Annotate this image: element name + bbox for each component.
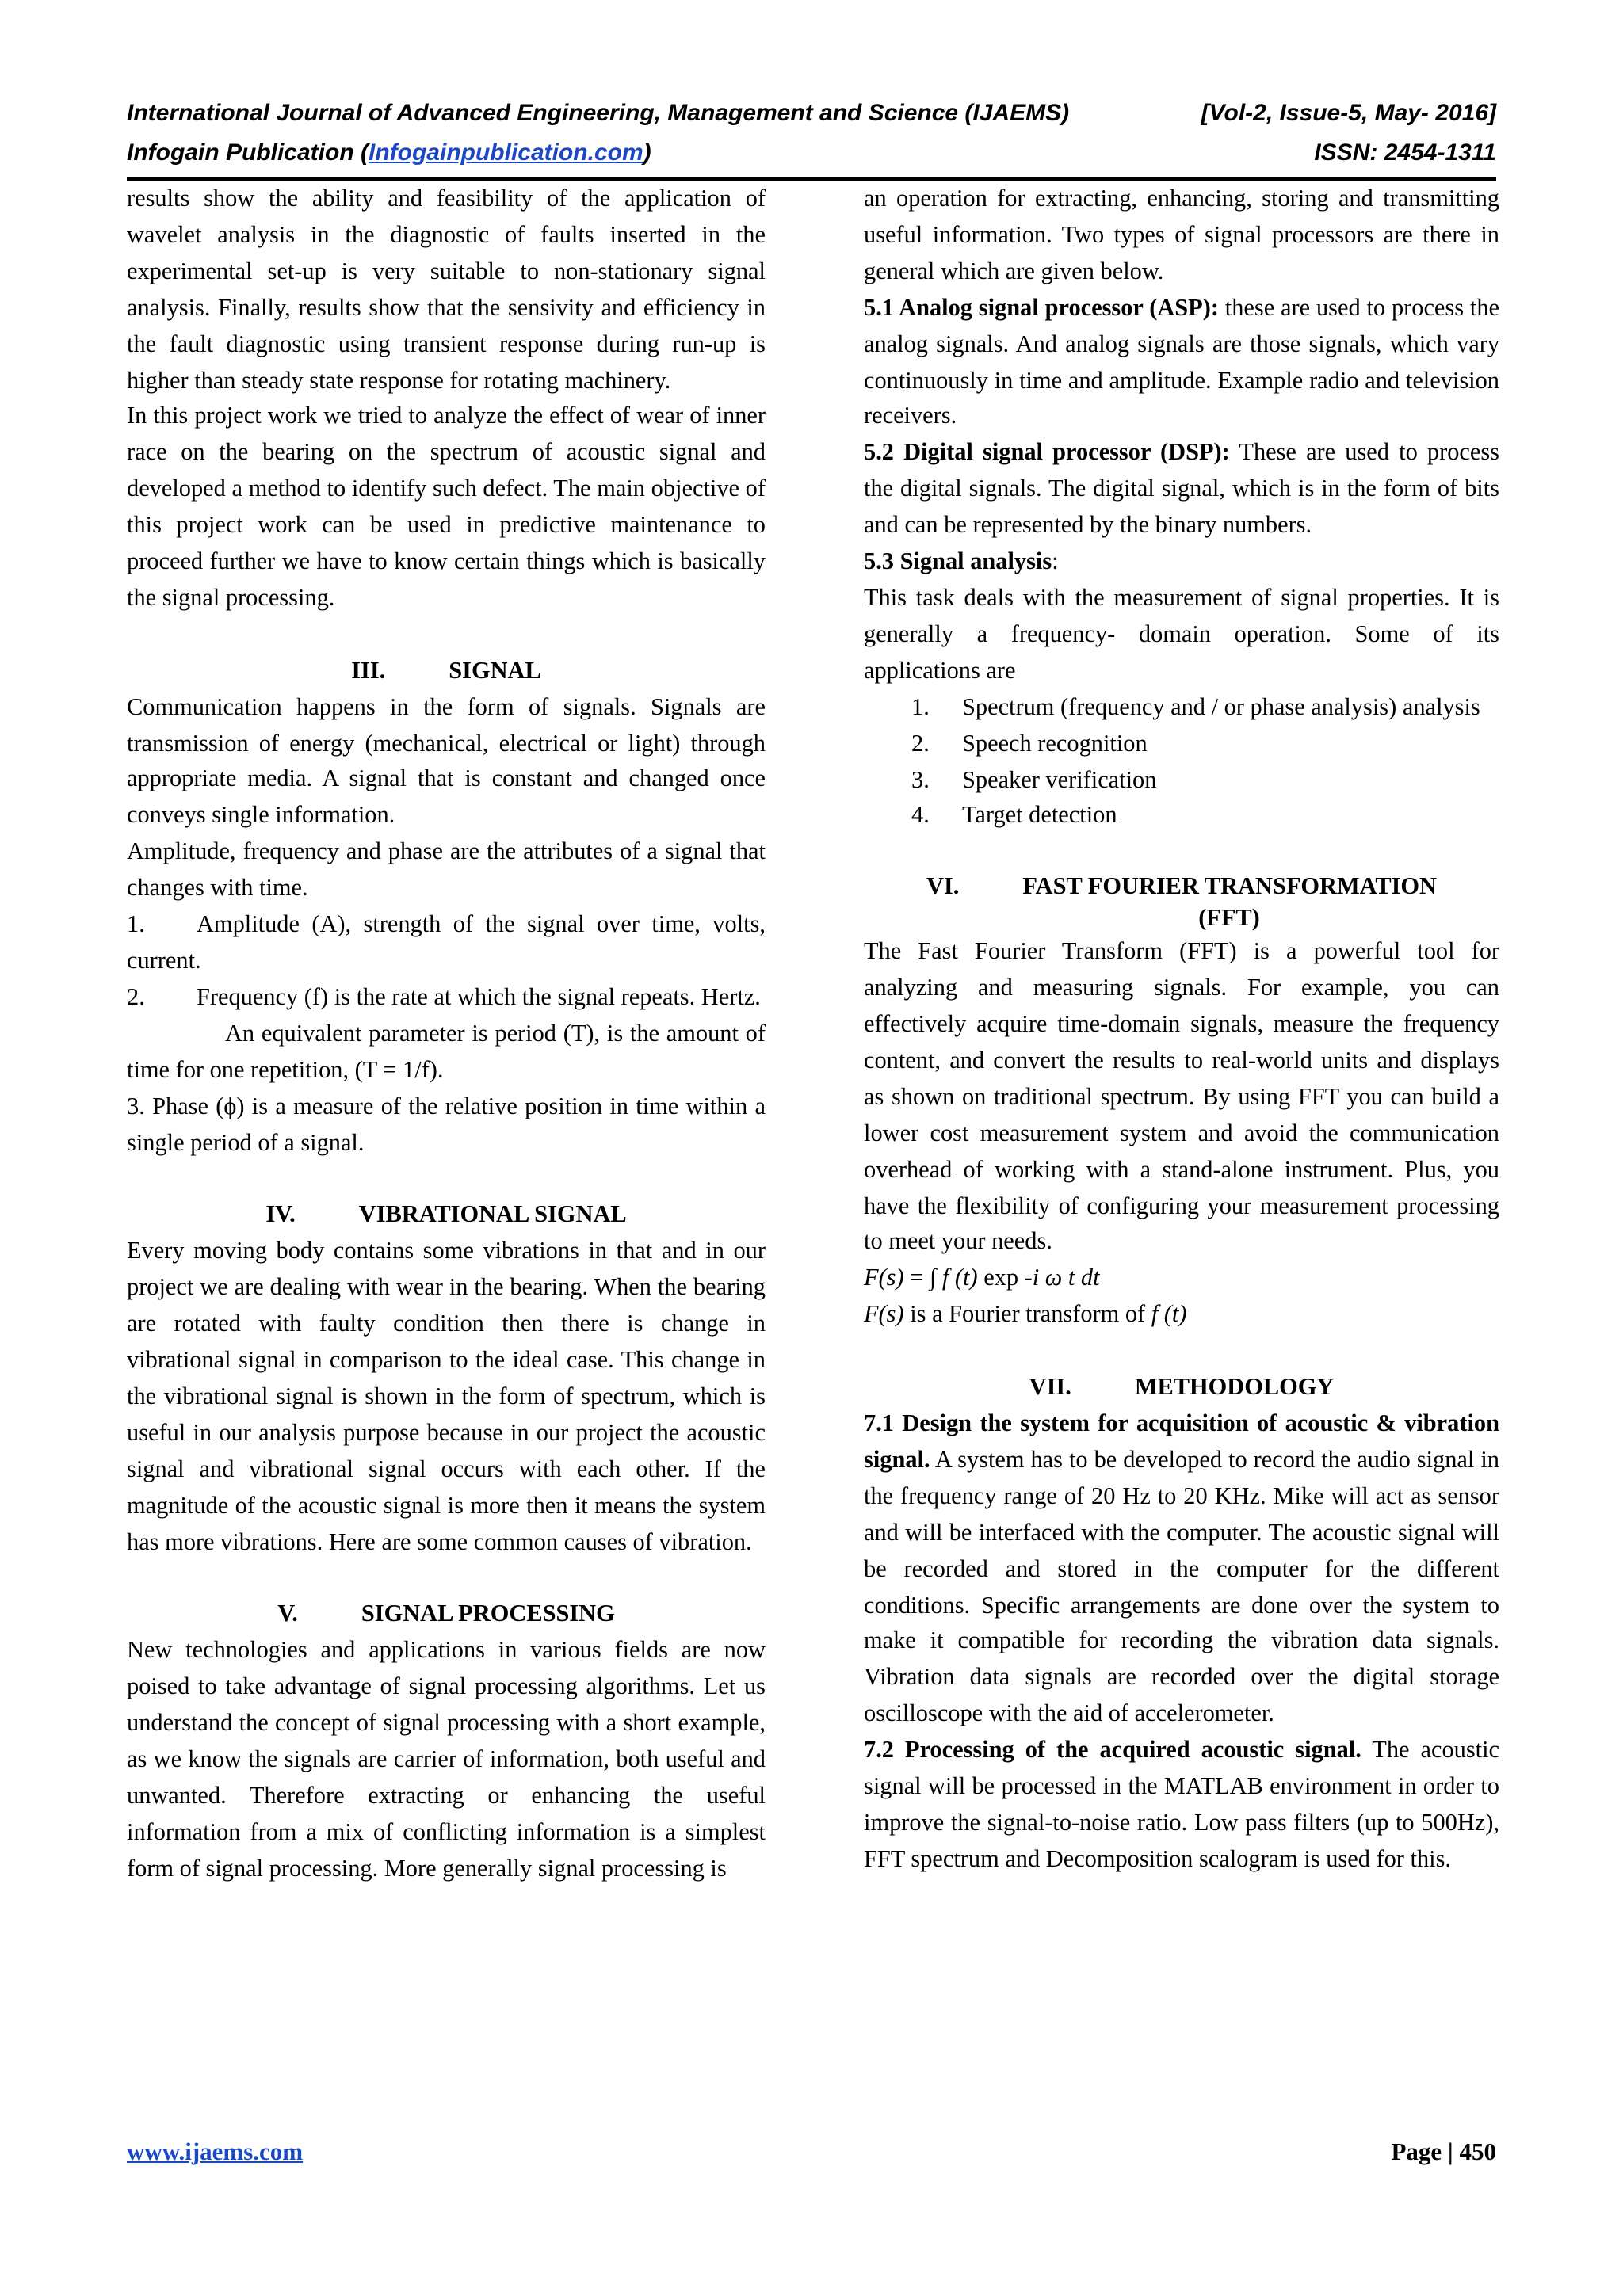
subsection-processing: 7.2 Processing of the acquired acoustic signal. The acoustic signal will be processed in the MATLAB environment in order to improve the signal-to-noise ratio. Low pass filters (up to 500Hz), FFT spectrum and Decomposition scalogram is used for this. bbox=[864, 1737, 1499, 1873]
paragraph: an operation for extracting, enhancing, storing and transmitting useful information. Two types of signal processors are there in general which are given below. bbox=[864, 185, 1499, 285]
header-rule bbox=[127, 177, 1496, 181]
page-number: Page | 450 bbox=[1391, 2139, 1496, 2166]
publisher-link[interactable]: Infogainpublication.com bbox=[369, 139, 643, 166]
list-item: 2. Frequency (f) is the rate at which the signal repeats. Hertz. bbox=[127, 983, 761, 1011]
journal-title: International Journal of Advanced Engineering, Management and Science (IJAEMS) bbox=[127, 100, 1070, 127]
publisher: Infogain Publication (Infogainpublication.com) bbox=[127, 139, 651, 166]
list-item: 1. Spectrum (frequency and / or phase analysis) analysis bbox=[911, 693, 1480, 721]
section-heading-fft: VI. FAST FOURIER TRANSFORMATION bbox=[926, 873, 1437, 901]
list-item: 1. Amplitude (A), strength of the signal over time, volts, current. bbox=[127, 911, 766, 975]
volume-issue: [Vol-2, Issue-5, May- 2016] bbox=[1201, 100, 1496, 127]
list-item: 4. Target detection bbox=[911, 802, 1117, 830]
paragraph: results show the ability and feasibility of the application of wavelet analysis in the diagnostic of faults inserted in the experimental set-up is very suitable to non-stationary signal analysis. Finally, results show that the sensivity and efficiency in the fault diagnostic using transient response during run-up is higher than steady state response for rotating machinery. bbox=[127, 185, 766, 395]
section-heading-vibrational-signal: IV. VIBRATIONAL SIGNAL bbox=[265, 1201, 627, 1229]
paragraph: Communication happens in the form of signals. Signals are transmission of energy (mechanical, electrical or light) through appropriate media. A signal that is constant and changed once conveys single information. bbox=[127, 693, 766, 830]
subsection-design-system: 7.1 Design the system for acquisition of acoustic & vibration signal. A system has to be developed to record the audio signal in the frequency range of 20 Hz to 20 KHz. Mike will act as sensor and will be interfaced with the computer. The acoustic signal will be recorded and stored in the computer for the different conditions. Specific arrangements are done over the system to make it compatible for recording the vibration data signals. Vibration data signals are recorded over the digital storage oscilloscope with the aid of accelerometer. bbox=[864, 1409, 1499, 1728]
section-heading-signal: III. SIGNAL bbox=[351, 657, 541, 685]
list-item: 2. Speech recognition bbox=[911, 730, 1148, 757]
list-item: 3. Speaker verification bbox=[911, 766, 1157, 793]
subsection-dsp: 5.2 Digital signal processor (DSP): These are used to process the digital signals. The digital signal, which is in the form of bits and can be represented by the binary numbers. bbox=[864, 439, 1500, 540]
paragraph: The Fast Fourier Transform (FFT) is a powerful tool for analyzing and measuring signals. For example, you can effectively acquire time-domain signals, measure the frequency content, and convert the results to real-world units and displays as shown on traditional spectrum. By using FFT you can build a lower cost measurement system and avoid the communication overhead of working with a stand-alone instrument. Plus, you have the flexibility of configuring your measurement processing to meet your needs. bbox=[864, 938, 1499, 1256]
subsection-asp: 5.1 Analog signal processor (ASP): these are used to process the analog signals. And analog signals are those signals, which vary continuously in time and amplitude. Example radio and television receivers. bbox=[864, 294, 1499, 430]
equation-caption: F(s) is a Fourier transform of f (t) bbox=[864, 1301, 1187, 1329]
page-footer bbox=[127, 2138, 1496, 2169]
journal-website-link[interactable]: www.ijaems.com bbox=[127, 2139, 304, 2166]
equation-fourier: F(s) = ∫ f (t) exp -i ω t dt bbox=[864, 1264, 1100, 1292]
left-column bbox=[127, 182, 766, 1888]
paragraph: In this project work we tried to analyze the effect of wear of inner race on the bearing on the spectrum of acoustic signal and developed a method to identify such defect. The main objective of this project work can be used in predictive maintenance to proceed further we have to know certain things which is basically the signal processing. bbox=[127, 402, 766, 612]
section-heading-fft-abbr: (FFT) bbox=[1198, 905, 1260, 933]
right-column bbox=[864, 182, 1499, 1879]
paragraph: Amplitude, frequency and phase are the attributes of a signal that changes with time. bbox=[127, 838, 766, 902]
section-heading-signal-processing: V. SIGNAL PROCESSING bbox=[277, 1600, 615, 1628]
paragraph: This task deals with the measurement of signal properties. It is generally a frequency- domain operation. Some of its applications are bbox=[864, 584, 1499, 685]
applications-list bbox=[864, 690, 1499, 835]
section-heading-methodology: VII. METHODOLOGY bbox=[1029, 1374, 1335, 1402]
paragraph: An equivalent parameter is period (T), is the amount of time for one repetition, (T = 1/f). bbox=[127, 1020, 766, 1084]
subsection-signal-analysis-heading: 5.3 Signal analysis: bbox=[864, 548, 1059, 576]
issn: ISSN: 2454-1311 bbox=[1314, 139, 1496, 166]
paragraph: New technologies and applications in various fields are now poised to take advantage of signal processing algorithms. Let us understand the concept of signal processing with a short example, as we know the signals are carrier of information, both useful and unwanted. Therefore extracting or enhancing the useful information from a mix of conflicting information is a simplest form of signal processing. More generally signal processing is bbox=[127, 1637, 766, 1882]
paragraph: 3. Phase (ϕ) is a measure of the relative position in time within a single period of a signal. bbox=[127, 1093, 766, 1157]
paragraph: Every moving body contains some vibrations in that and in our project we are dealing with wear in the bearing. When the bearing are rotated with faulty condition then there is change in vibrational signal in comparison to the ideal case. This change in the vibrational signal is shown in the form of spectrum, which is useful in our analysis purpose because in our project the acoustic signal and vibrational signal occurs with each other. If the magnitude of the acoustic signal is more then it means the system has more vibrations. Here are some common causes of vibration. bbox=[127, 1238, 766, 1555]
